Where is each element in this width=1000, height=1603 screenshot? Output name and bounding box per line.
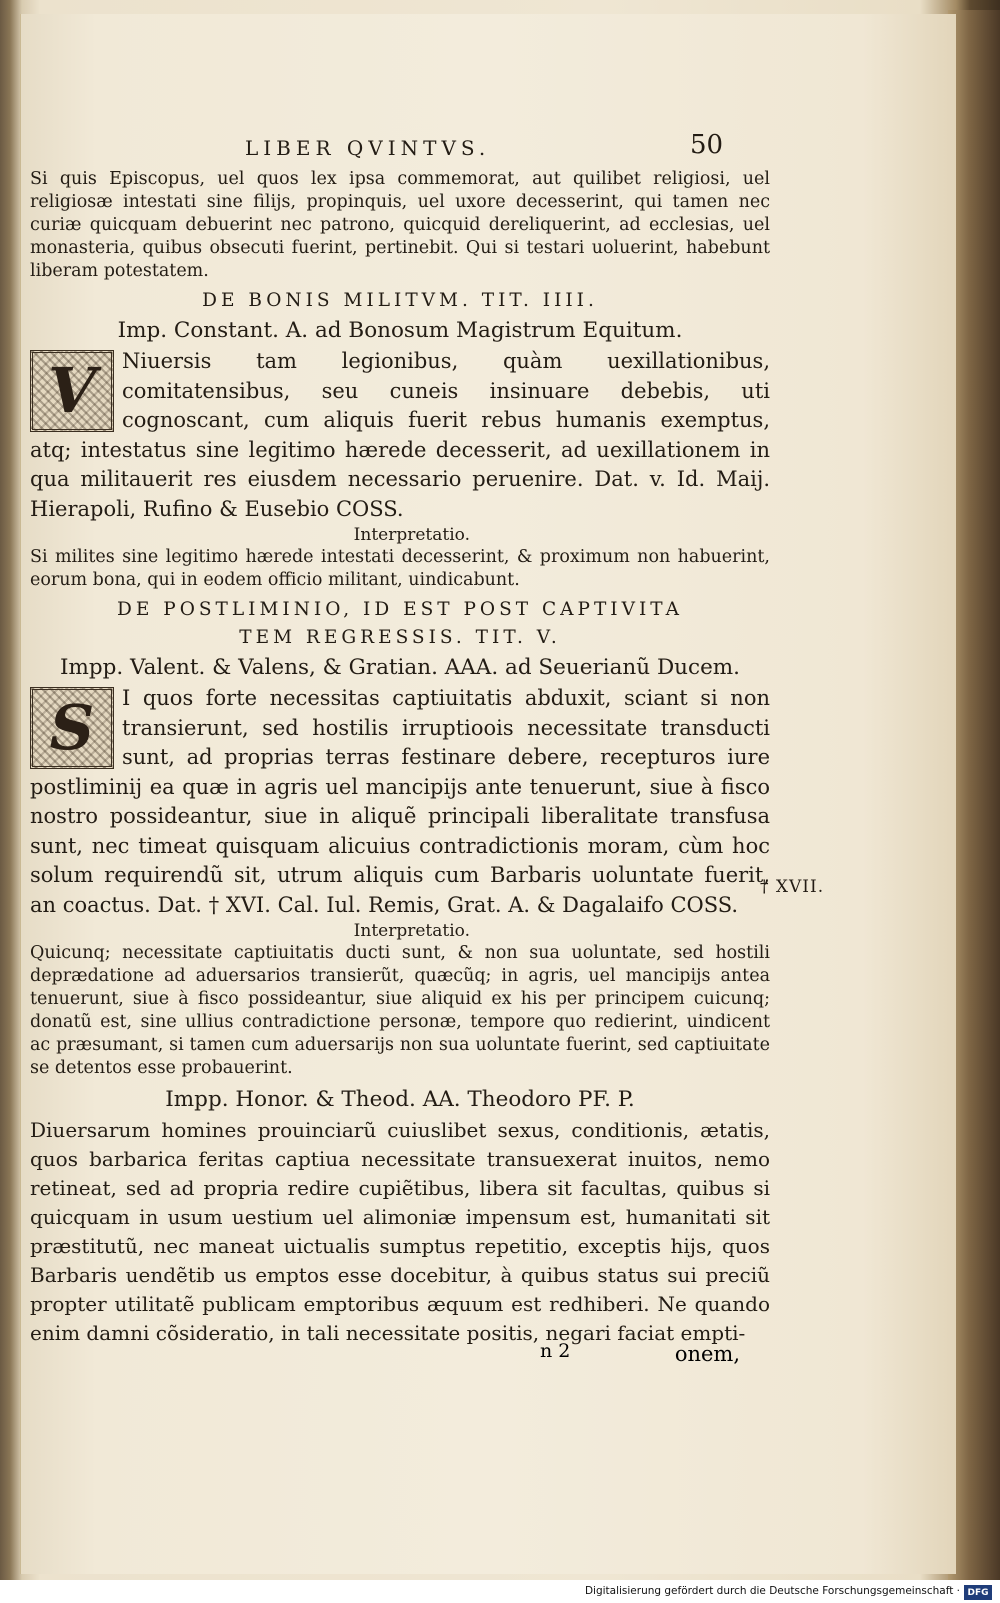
section-heading-postliminio-1: DE POSTLIMINIO, ID EST POST CAPTIVITA (117, 599, 683, 620)
section3-text: Diuersarum homines prouinciarũ cuiuslibet sexus, conditionis, ætatis, quos barbarica feritas captiua necessitate transuexerat inuitos, nemo retineat, sed ad propria redire cupiẽtibus, libera sit facultas, quibus si quicquam in usum uestium uel alimoniæ impensum est, humanitati sit præstitutũ, nec maneat uictualis sumptus repetitio, exceptis hijs, quos Barbaris uendẽtib us emptos esse docebitur, à quibus status sui preciũ propter utilitatẽ publicam emptoribus æquum est redhiberi. Ne quando enim damni cõsideratio, in tali necessitate positis, negari faciat empti- (30, 1118, 770, 1345)
page-footer (30, 1340, 770, 1366)
section1-text: Niuersis tam legionibus, quàm uexillationibus, comitatensibus, seu cuneis insinuare debebis, uti cognoscant, cum aliquis fuerit rebus humanis exemptus, atq; intestatus sine legitimo hærede decesserit, ad uexillationem in qua militauerit res eiusdem necessario peruenire. Dat. v. Id. Maij. Hierapoli, Rufino & Eusebio COSS. (30, 349, 770, 521)
section2-body (30, 684, 770, 920)
section1-body (30, 347, 770, 524)
section-subhead-valent: Impp. Valent. & Valens, & Gratian. AAA. ad Seuerianũ Ducem. (59, 655, 741, 680)
dropcap-v: V (30, 350, 114, 432)
running-head-title: LIBER QVINTVS. (245, 136, 491, 160)
section-subhead-honor: Impp. Honor. & Theod. AA. Theodoro PF. P. (165, 1087, 635, 1112)
margin-note-xvii: † XVII. (760, 877, 825, 897)
dropcap-s: S (30, 687, 114, 769)
catchword: onem, (674, 1342, 740, 1366)
signature-mark: n 2 (540, 1340, 571, 1362)
running-head (30, 130, 770, 168)
folio-number: 50 (690, 130, 724, 160)
section-heading-postliminio-2: TEM REGRESSIS. TIT. V. (239, 627, 561, 648)
section-heading-bonis-militum: DE BONIS MILITVM. TIT. IIII. (202, 290, 598, 311)
section2-text: I quos forte necessitas captiuitatis abduxit, sciant si non transierunt, sed hostilis irruptioois necessitate transducti sunt, ad proprias terras festinare debere, recepturos iure postliminij ea quæ in agris uel mancipijs ante tenuerunt, siue à fisco nostro possideantur, siue in aliquẽ principali liberalitate transfusa sunt, nec timeat quisquam alicuius contradictionis moram, cùm hoc solum requirendũ sit, utrum aliquis cum Barbaris uoluntate fuerit, an coactus. Dat. † XVI. Cal. Iul. Remis, Grat. A. & Dagalaifo COSS. (30, 686, 770, 917)
interpretatio-text-2: Quicunq; necessitate captiuitatis ducti sunt, & non sua uoluntate, sed hostili deprædatione ad aduersarios transierũt, quæcũq; in agris, uel mancipijs antea tenuerunt, siue à fisco possideantur, siue aliquid ex his per principem cuicunq; donatũ est, sine ullius contradictione personæ, tempore quo redierint, uindicent ac præsumant, si tamen cum aduersarijs non sua uoluntate fuerint, sed captiuitate se detentos esse probauerint. (30, 943, 770, 1078)
section-subhead-constant: Imp. Constant. A. ad Bonosum Magistrum Equitum. (117, 318, 683, 343)
interpretatio-label-2: Interpretatio. (353, 921, 470, 941)
digitization-credit: Digitalisierung gefördert durch die Deutsche Forschungsgemeinschaft · (584, 1585, 960, 1597)
interpretatio-text-1: Si milites sine legitimo hærede intestati decesserint, & proximum non habuerint, eorum bona, qui in eodem officio militant, uindicabunt. (30, 547, 770, 590)
dfg-logo: DFG (964, 1585, 992, 1600)
paragraph-episcopus: Si quis Episcopus, uel quos lex ipsa commemorat, aut quilibet religiosi, uel religiosæ intestati sine filijs, propinquis, uel uxore decesserint, qui tamen nec curiæ quicquam debuerint nec patrono, quicquid dereliquerint, ad ecclesias, uel monasteria, quibus obsecuti fuerint, pertinebit. Qui si testari uoluerint, habebunt liberam potestatem. (30, 169, 770, 281)
page-content (30, 130, 770, 1348)
interpretatio-label-1: Interpretatio. (353, 525, 470, 545)
